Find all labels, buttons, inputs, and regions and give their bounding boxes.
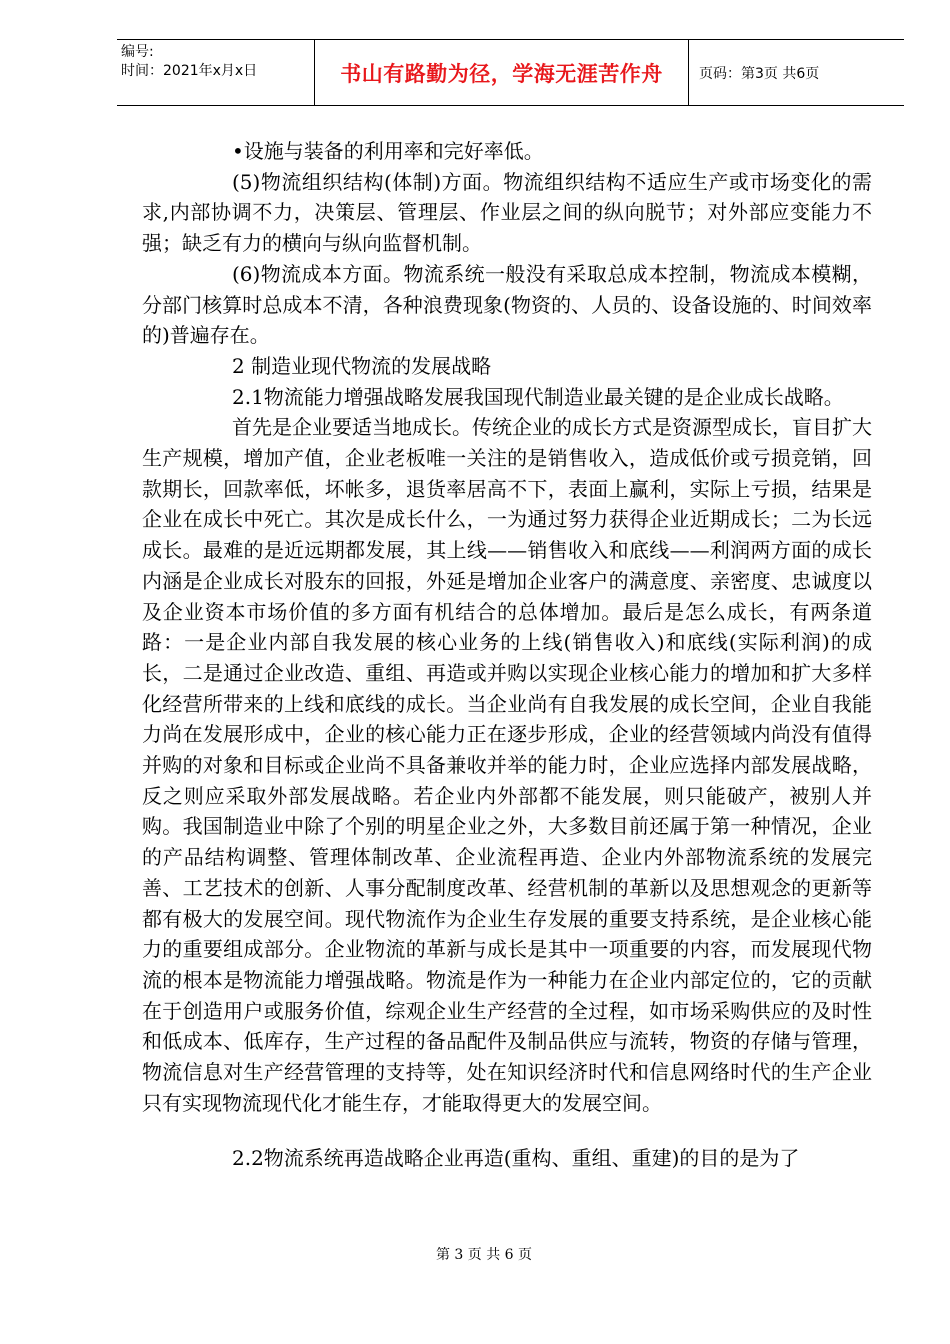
header-motto: 书山有路勤为径，学海无涯苦作舟: [315, 40, 689, 105]
page-header: [117, 39, 904, 106]
paragraph: (6)物流成本方面。物流系统一般没有采取总成本控制，物流成本模糊，分部门核算时总成本不清，各种浪费现象(物资的、人员的、设备设施的、时间效率的)普遍存在。: [142, 261, 872, 348]
header-page-info: 页码：第3页 共6页: [699, 65, 820, 82]
header-meta-cell: [117, 40, 315, 105]
footer-page-number: 第 3 页 共 6 页: [435, 1247, 533, 1263]
subsection-heading: 2.1物流能力增强战略发展我国现代制造业最关键的是企业成长战略。: [232, 384, 844, 409]
subsection-heading: 2.2物流系统再造战略企业再造(重构、重组、重建)的目的是为了: [232, 1145, 800, 1170]
paragraph: 首先是企业要适当地成长。传统企业的成长方式是资源型成长，盲目扩大生产规模，增加产值，企业老板唯一关注的是销售收入，造成低价或亏损竞销，回款期长，回款率低，坏帐多，退货率居高不下，表面上赢利，实际上亏损，结果是企业在成长中死亡。其次是成长什么，一为通过努力获得企业近期成长；二为长远成长。最难的是近远期都发展，其上线——销售收入和底线——利润两方面的成长内涵是企业成长对股东的回报，外延是增加企业客户的满意度、亲密度、忠诚度以及企业资本市场价值的多方面有机结合的总体增加。最后是怎么成长，有两条道路：一是企业内部自我发展的核心业务的上线(销售收入)和底线(实际利润)的成长，二是通过企业改造、重组、再造或并购以实现企业核心能力的增加和扩大多样化经营所带来的上线和底线的成长。当企业尚有自我发展的成长空间，企业自我能力尚在发展形成中，企业的核心能力正在逐步形成，企业的经营领域内尚没有值得并购的对象和目标或企业尚不具备兼收并举的能力时，企业应选择内部发展战略，反之则应采取外部发展战略。若企业内外部都不能发展，则只能破产，被别人并购。我国制造业中除了个别的明星企业之外，大多数目前还属于第一种情况，企业的产品结构调整、管理体制改革、企业流程再造、企业内外部物流系统的发展完善、工艺技术的创新、人事分配制度改革、经营机制的革新以及思想观念的更新等都有极大的发展空间。现代物流作为企业生存发展的重要支持系统，是企业核心能力的重要组成部分。企业物流的革新与成长是其中一项重要的内容，而发展现代物流的根本是物流能力增强战略。物流是作为一种能力在企业内部定位的，它的贡献在于创造用户或服务价值，综观企业生产经营的全过程，如市场采购供应的及时性和低成本、低库存，生产过程的备品配件及制品供应与流转，物资的存储与管理，物流信息对生产经营管理的支持等，处在知识经济时代和信息网络时代的生产企业只有实现物流现代化才能生存，才能取得更大的发展空间。: [142, 415, 872, 1115]
paragraph: •设施与装备的利用率和完好率低。: [232, 139, 544, 163]
document-time-label: 时间：2021年x月x日: [121, 63, 258, 79]
page-footer: [0, 1244, 950, 1264]
paragraph: (5)物流组织结构(体制)方面。物流组织结构不适应生产或市场变化的需求,内部协调不力，决策层、管理层、作业层之间的纵向脱节；对外部应变能力不强；缺乏有力的横向与纵向监督机制。: [142, 169, 872, 256]
section-heading: 2 制造业现代物流的发展战略: [232, 353, 492, 378]
document-body: [142, 136, 872, 1173]
document-number-label: 编号:: [121, 44, 154, 60]
paragraph-gap: [142, 1119, 872, 1143]
